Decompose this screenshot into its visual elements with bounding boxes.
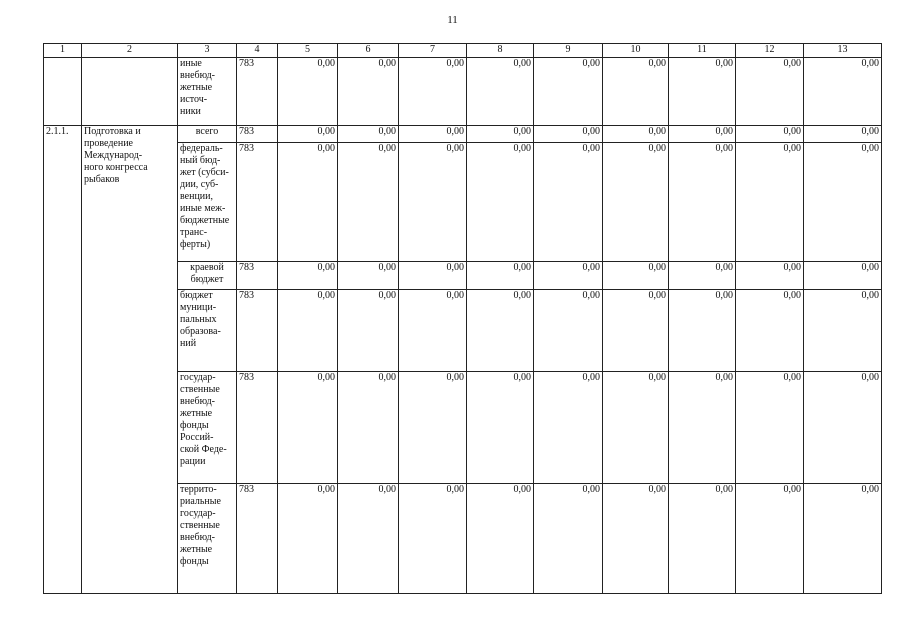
row-code-cell: 783 [237, 143, 278, 262]
value-cell: 0,00 [338, 58, 399, 126]
value-cell: 0,00 [278, 143, 338, 262]
row-id-cell: 2.1.1. [44, 126, 82, 594]
value-cell: 0,00 [467, 290, 534, 372]
value-cell: 0,00 [467, 484, 534, 594]
value-cell: 0,00 [804, 126, 882, 143]
header-cell: 12 [736, 44, 804, 58]
value-cell: 0,00 [534, 143, 603, 262]
table-row [44, 58, 882, 126]
row-name-cell [82, 58, 178, 126]
value-cell: 0,00 [338, 262, 399, 290]
header-cell: 8 [467, 44, 534, 58]
page-number: 11 [447, 14, 458, 26]
value-cell: 0,00 [534, 262, 603, 290]
value-cell: 0,00 [278, 484, 338, 594]
value-cell: 0,00 [399, 143, 467, 262]
value-cell: 0,00 [669, 484, 736, 594]
value-cell: 0,00 [804, 484, 882, 594]
row-name-cell: Подготовка и проведение Международ- ного конгресса рыбаков [82, 126, 178, 594]
value-cell: 0,00 [603, 126, 669, 143]
table-row [44, 126, 882, 143]
row-source-cell: государ- ственные внебюд- жетные фонды Россий- ской Феде- рации [178, 372, 237, 484]
value-cell: 0,00 [467, 372, 534, 484]
value-cell: 0,00 [534, 126, 603, 143]
value-cell: 0,00 [804, 58, 882, 126]
value-cell: 0,00 [736, 126, 804, 143]
row-code-cell: 783 [237, 290, 278, 372]
value-cell: 0,00 [338, 143, 399, 262]
value-cell: 0,00 [804, 262, 882, 290]
value-cell: 0,00 [603, 372, 669, 484]
value-cell: 0,00 [603, 290, 669, 372]
value-cell: 0,00 [669, 58, 736, 126]
row-code-cell: 783 [237, 262, 278, 290]
value-cell: 0,00 [399, 484, 467, 594]
header-row [44, 44, 882, 58]
value-cell: 0,00 [467, 143, 534, 262]
header-cell: 4 [237, 44, 278, 58]
value-cell: 0,00 [603, 262, 669, 290]
value-cell: 0,00 [669, 290, 736, 372]
value-cell: 0,00 [804, 143, 882, 262]
row-code-cell: 783 [237, 126, 278, 143]
row-source-cell: иные внебюд- жетные источ- ники [178, 58, 237, 126]
value-cell: 0,00 [278, 58, 338, 126]
value-cell: 0,00 [603, 484, 669, 594]
row-source-cell: краевой бюджет [178, 262, 237, 290]
value-cell: 0,00 [669, 372, 736, 484]
value-cell: 0,00 [278, 372, 338, 484]
header-cell: 9 [534, 44, 603, 58]
value-cell: 0,00 [736, 372, 804, 484]
value-cell: 0,00 [736, 484, 804, 594]
header-cell: 10 [603, 44, 669, 58]
row-code-cell: 783 [237, 484, 278, 594]
value-cell: 0,00 [467, 58, 534, 126]
value-cell: 0,00 [804, 290, 882, 372]
value-cell: 0,00 [669, 262, 736, 290]
row-source-cell: террито- риальные государ- ственные внебюд- жетные фонды [178, 484, 237, 594]
row-code-cell: 783 [237, 58, 278, 126]
value-cell: 0,00 [278, 262, 338, 290]
row-source-cell: всего [178, 126, 237, 143]
header-cell: 13 [804, 44, 882, 58]
header-cell: 3 [178, 44, 237, 58]
value-cell: 0,00 [399, 262, 467, 290]
value-cell: 0,00 [338, 290, 399, 372]
header-cell: 6 [338, 44, 399, 58]
header-cell: 1 [44, 44, 82, 58]
header-cell: 2 [82, 44, 178, 58]
value-cell: 0,00 [736, 58, 804, 126]
row-source-cell: федераль- ный бюд- жет (субси- дии, суб- венции, иные меж- бюджетные транс- ферты) [178, 143, 237, 262]
value-cell: 0,00 [736, 262, 804, 290]
value-cell: 0,00 [736, 290, 804, 372]
value-cell: 0,00 [338, 126, 399, 143]
value-cell: 0,00 [399, 58, 467, 126]
budget-table [43, 43, 882, 594]
value-cell: 0,00 [278, 290, 338, 372]
value-cell: 0,00 [467, 262, 534, 290]
value-cell: 0,00 [338, 484, 399, 594]
value-cell: 0,00 [736, 143, 804, 262]
row-id-cell [44, 58, 82, 126]
header-cell: 11 [669, 44, 736, 58]
value-cell: 0,00 [669, 126, 736, 143]
row-code-cell: 783 [237, 372, 278, 484]
value-cell: 0,00 [534, 372, 603, 484]
value-cell: 0,00 [603, 58, 669, 126]
header-cell: 5 [278, 44, 338, 58]
value-cell: 0,00 [534, 58, 603, 126]
value-cell: 0,00 [278, 126, 338, 143]
value-cell: 0,00 [603, 143, 669, 262]
row-source-cell: бюджет муници- пальных образова- ний [178, 290, 237, 372]
value-cell: 0,00 [467, 126, 534, 143]
header-cell: 7 [399, 44, 467, 58]
value-cell: 0,00 [804, 372, 882, 484]
value-cell: 0,00 [399, 372, 467, 484]
value-cell: 0,00 [669, 143, 736, 262]
value-cell: 0,00 [399, 290, 467, 372]
value-cell: 0,00 [534, 290, 603, 372]
value-cell: 0,00 [399, 126, 467, 143]
value-cell: 0,00 [338, 372, 399, 484]
value-cell: 0,00 [534, 484, 603, 594]
